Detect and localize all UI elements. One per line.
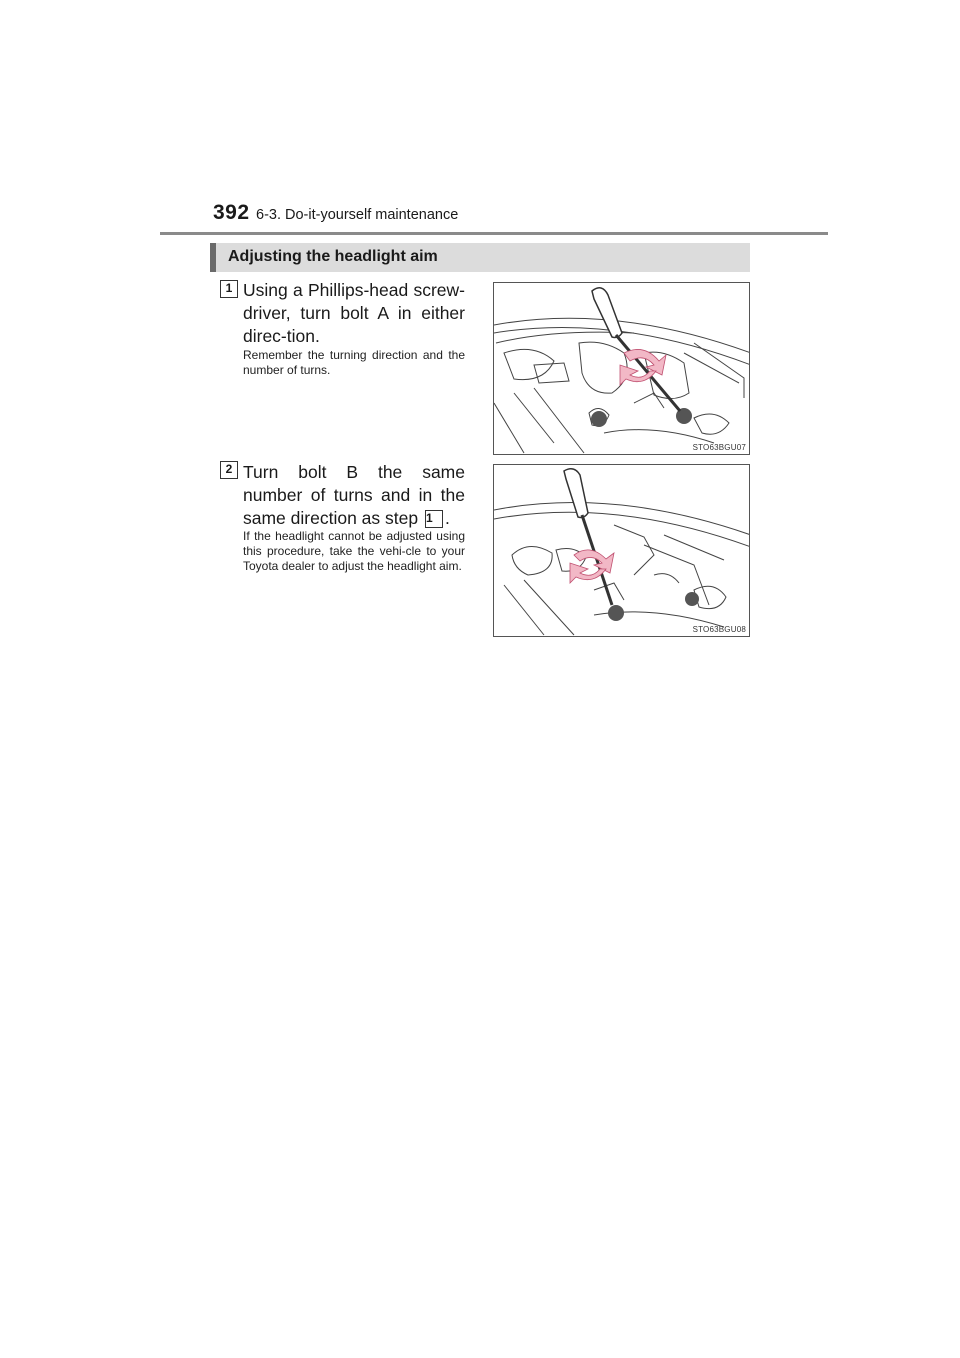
page-number: 392	[213, 201, 250, 224]
step-2-instruction-end: .	[444, 508, 450, 528]
step-2-note: If the headlight cannot be adjusted using this procedure, take the vehi-cle to your Toyota dealer to adjust the headlight aim.	[243, 529, 465, 573]
heading-bar	[210, 243, 750, 272]
step-2-figure-code: STO63BGU08	[692, 625, 746, 634]
step-1-note: Remember the turning direction and the number of turns.	[243, 348, 465, 377]
step-1-illustration	[493, 282, 750, 455]
step-1-instruction: Using a Phillips-head screw-driver, turn bolt A in either direc-tion.	[243, 280, 465, 346]
step-2-instruction-text: Turn bolt B the same number of turns and in the same direction as step	[243, 462, 465, 528]
heading-title: Adjusting the headlight aim	[228, 248, 438, 265]
step-2-instruction	[243, 461, 465, 530]
engine-bay-drawing-1	[494, 283, 750, 455]
engine-bay-drawing-2	[494, 465, 750, 637]
step-2-illustration	[493, 464, 750, 637]
step-1-number: 1	[220, 280, 238, 298]
step-2-number: 2	[220, 461, 238, 479]
header-divider	[160, 232, 828, 235]
step-1-reference-box: 1	[425, 510, 443, 528]
step-1-figure-code: STO63BGU07	[692, 443, 746, 452]
section-title: 6-3. Do-it-yourself maintenance	[256, 207, 459, 223]
